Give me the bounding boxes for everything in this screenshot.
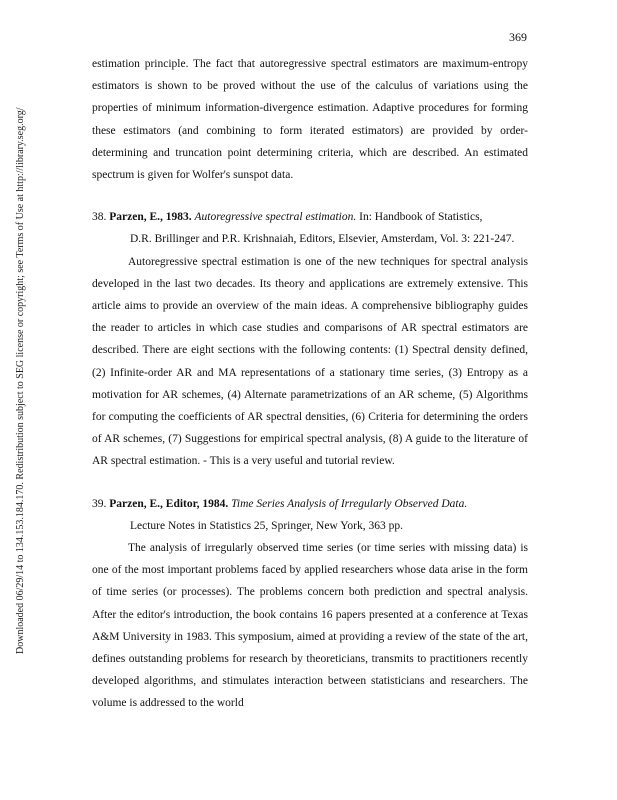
page-number: 369 [509,30,527,44]
entry-authors: Parzen, E., 1983. [109,211,192,224]
entry-header [92,206,528,228]
intro-paragraph: estimation principle. The fact that autoregressive spectral estimators are maximum-entropy estimators is shown to be proved without the use of the calculus of variations using the properties of minimum information-divergence estimation. Adaptive procedures for forming these estimators (and combining to form iterated estimators) are provided by order-determining and truncation point determining criteria, which are described. An estimated spectrum is given for Wolfer's sunspot data. [92,58,528,182]
bibliography-entry [92,206,528,472]
entry-abstract: The analysis of irregularly observed time series (or time series with missing data) is one of the most important problems faced by applied researchers whose data arise in the form of time series (or processes). The problems concern both prediction and spectral analysis. After the editor's introduction, the book contains 16 papers presented at a conference at Texas A&M University in 1983. This symposium, aimed at providing a review of the state of the art, defines outstanding problems for research by theoreticians, transmits to practitioners recently developed algorithms, and stimulates interaction between statisticians and researchers. The volume is addressed to the world [92,542,528,710]
entry-header [92,493,528,515]
entry-title: Time Series Analysis of Irregularly Observed Data. [231,497,468,510]
entry-title: Autoregressive spectral estimation. [194,211,357,224]
entry-number: 39. [92,497,107,510]
entry-authors: Parzen, E., Editor, 1984. [109,497,229,510]
entry-number: 38. [92,211,107,224]
entry-abstract: Autoregressive spectral estimation is one of the new techniques for spectral analysis developed in the last two decades. Its theory and applications are extremely extensive. This article aims to provide an overview of the main ideas. A comprehensive bibliography guides the reader to articles in which case studies and comparisons of AR spectral estimators are described. There are eight sections with the following contents: (1) Spectral density defined, (2) Infinite-order AR and MA representations of a stationary time series, (3) Entropy as a motivation for AR schemes, (4) Alternate parametrizations of an AR scheme, (5) Algorithms for computing the coefficients of AR spectral densities, (6) Criteria for determining the orders of AR schemes, (7) Suggestions for empirical spectral analysis, (8) A guide to the literature of AR spectral estimation. - This is a very useful and tutorial review. [92,255,528,468]
page-body [92,53,528,715]
download-notice: Downloaded 06/29/14 to 134.153.184.170. Redistribution subject to SEG license or copyright; see Terms of Use at http://library.seg.org/ [15,107,26,654]
entry-citation: In: Handbook of Statistics, [359,211,483,224]
entry-citation-continued: Lecture Notes in Statistics 25, Springer, New York, 363 pp. [130,519,403,532]
entry-citation-continued: D.R. Brillinger and P.R. Krishnaiah, Editors, Elsevier, Amsterdam, Vol. 3: 221-247. [130,233,515,246]
bibliography-entry [92,493,528,715]
